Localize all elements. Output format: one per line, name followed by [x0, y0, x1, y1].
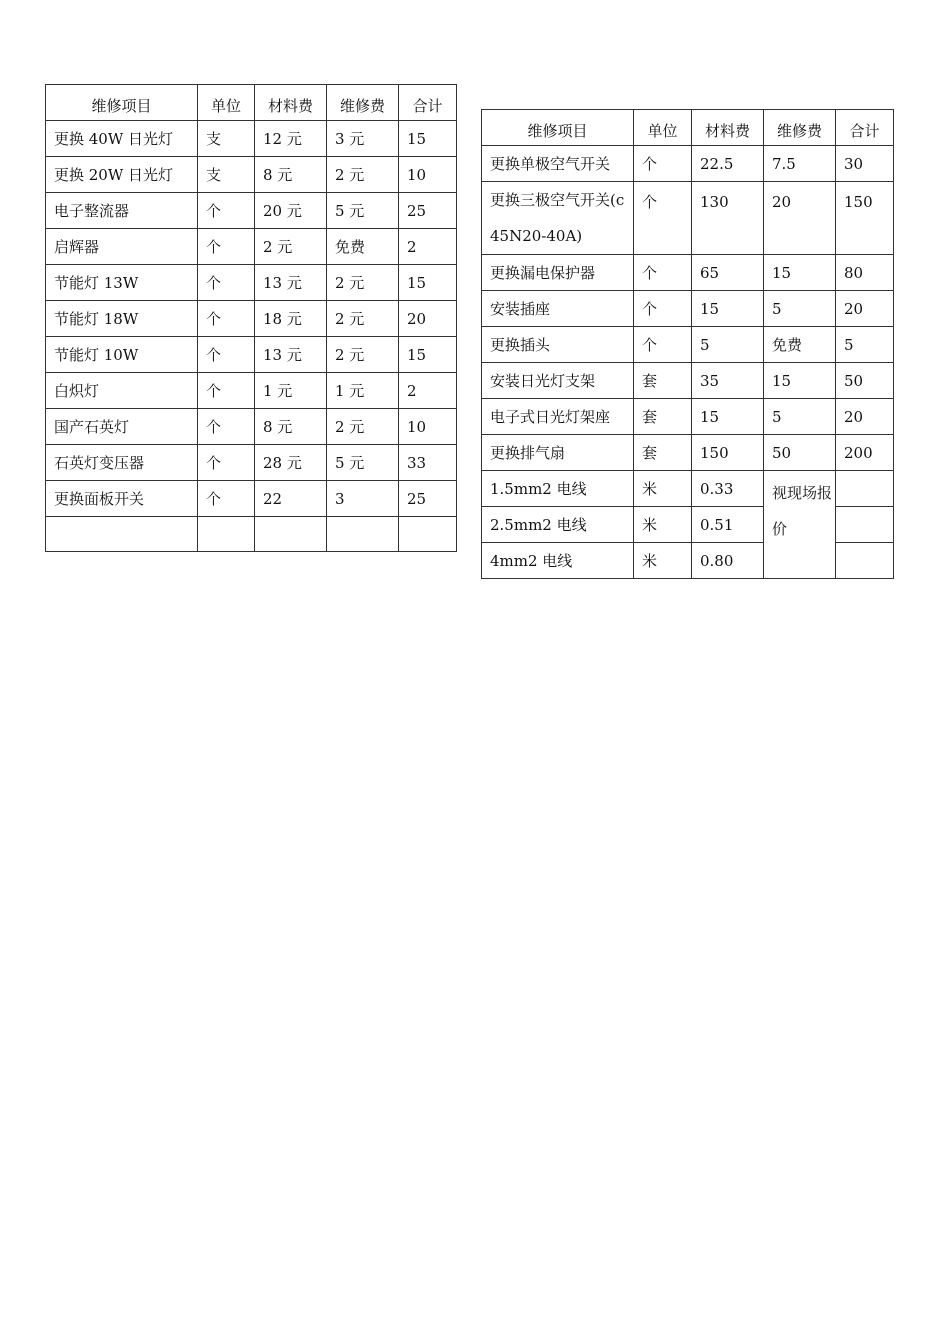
cell-repair-cost: 免费 [764, 327, 836, 363]
cell-total: 30 [836, 146, 894, 182]
cell-item: 4mm2 电线 [482, 543, 634, 579]
cell-item: 国产石英灯 [46, 409, 198, 445]
cell-item: 2.5mm2 电线 [482, 507, 634, 543]
cell-total: 15 [399, 265, 457, 301]
cell-empty [255, 517, 327, 552]
cell-item: 更换插头 [482, 327, 634, 363]
cell-item: 节能灯 13W [46, 265, 198, 301]
cell-repair-cost: 5 元 [327, 193, 399, 229]
table-header-row [46, 85, 457, 121]
header-repair-cost: 维修费 [764, 110, 836, 146]
cell-material-cost: 12 元 [255, 121, 327, 157]
cell-repair-cost: 2 元 [327, 301, 399, 337]
table-row [482, 327, 894, 363]
table-row [482, 146, 894, 182]
table-row [46, 301, 457, 337]
table-row [46, 337, 457, 373]
repair-price-table-right [481, 109, 894, 579]
cell-total: 80 [836, 255, 894, 291]
table-header-row [482, 110, 894, 146]
cell-repair-cost: 1 元 [327, 373, 399, 409]
table-row [46, 157, 457, 193]
table-row [46, 265, 457, 301]
cell-item: 更换三极空气开关(c45N20-40A) [482, 182, 634, 255]
table-row [482, 182, 894, 255]
cell-total: 20 [836, 291, 894, 327]
cell-unit: 个 [198, 193, 255, 229]
cell-item: 石英灯变压器 [46, 445, 198, 481]
cell-item: 更换 20W 日光灯 [46, 157, 198, 193]
cell-total: 10 [399, 409, 457, 445]
cell-empty [399, 517, 457, 552]
cell-repair-cost: 50 [764, 435, 836, 471]
cell-item: 1.5mm2 电线 [482, 471, 634, 507]
cell-empty [198, 517, 255, 552]
cell-total: 33 [399, 445, 457, 481]
cell-material-cost: 130 [692, 182, 764, 255]
cell-repair-cost: 3 元 [327, 121, 399, 157]
cell-material-cost: 8 元 [255, 157, 327, 193]
cell-item: 更换排气扇 [482, 435, 634, 471]
cell-item: 电子式日光灯架座 [482, 399, 634, 435]
cell-total [836, 507, 894, 543]
cell-material-cost: 2 元 [255, 229, 327, 265]
cell-material-cost: 0.80 [692, 543, 764, 579]
table-row-empty [46, 517, 457, 552]
header-material-cost: 材料费 [255, 85, 327, 121]
cell-unit: 个 [198, 445, 255, 481]
cell-total: 15 [399, 337, 457, 373]
header-unit: 单位 [198, 85, 255, 121]
cell-total [836, 543, 894, 579]
cell-total: 2 [399, 373, 457, 409]
cell-total [836, 471, 894, 507]
cell-material-cost: 20 元 [255, 193, 327, 229]
cell-repair-cost-onsite-quote: 视现场报价 [764, 471, 836, 579]
cell-item: 更换面板开关 [46, 481, 198, 517]
cell-material-cost: 65 [692, 255, 764, 291]
repair-price-table-left [45, 84, 457, 552]
cell-repair-cost: 15 [764, 255, 836, 291]
cell-item: 电子整流器 [46, 193, 198, 229]
cell-total: 15 [399, 121, 457, 157]
cell-item: 白炽灯 [46, 373, 198, 409]
cell-material-cost: 22.5 [692, 146, 764, 182]
cell-unit: 套 [634, 399, 692, 435]
cell-repair-cost: 2 元 [327, 409, 399, 445]
cell-repair-cost: 2 元 [327, 265, 399, 301]
cell-material-cost: 35 [692, 363, 764, 399]
cell-unit: 套 [634, 435, 692, 471]
cell-unit: 个 [198, 301, 255, 337]
cell-item: 启辉器 [46, 229, 198, 265]
table-row [46, 445, 457, 481]
cell-repair-cost: 免费 [327, 229, 399, 265]
cell-total: 10 [399, 157, 457, 193]
header-total: 合计 [836, 110, 894, 146]
cell-unit: 个 [634, 255, 692, 291]
cell-total: 2 [399, 229, 457, 265]
cell-item: 更换漏电保护器 [482, 255, 634, 291]
header-material-cost: 材料费 [692, 110, 764, 146]
cell-unit: 支 [198, 157, 255, 193]
table-row [482, 255, 894, 291]
cell-unit: 个 [198, 373, 255, 409]
cell-material-cost: 8 元 [255, 409, 327, 445]
table-row [482, 363, 894, 399]
cell-item: 节能灯 18W [46, 301, 198, 337]
cell-repair-cost: 15 [764, 363, 836, 399]
table-row [46, 409, 457, 445]
cell-unit: 米 [634, 507, 692, 543]
header-item: 维修项目 [46, 85, 198, 121]
cell-empty [327, 517, 399, 552]
cell-material-cost: 13 元 [255, 265, 327, 301]
table-row [482, 435, 894, 471]
cell-material-cost: 22 [255, 481, 327, 517]
cell-repair-cost: 5 [764, 291, 836, 327]
cell-item: 安装插座 [482, 291, 634, 327]
cell-total: 25 [399, 481, 457, 517]
cell-material-cost: 15 [692, 291, 764, 327]
cell-total: 150 [836, 182, 894, 255]
cell-unit: 个 [198, 265, 255, 301]
cell-unit: 个 [634, 146, 692, 182]
table-row [46, 481, 457, 517]
cell-unit: 米 [634, 543, 692, 579]
cell-item: 节能灯 10W [46, 337, 198, 373]
cell-unit: 个 [198, 337, 255, 373]
cell-total: 5 [836, 327, 894, 363]
header-item: 维修项目 [482, 110, 634, 146]
cell-material-cost: 15 [692, 399, 764, 435]
cell-material-cost: 150 [692, 435, 764, 471]
cell-material-cost: 0.33 [692, 471, 764, 507]
cell-material-cost: 18 元 [255, 301, 327, 337]
cell-total: 20 [836, 399, 894, 435]
table-row [482, 291, 894, 327]
cell-total: 50 [836, 363, 894, 399]
cell-unit: 个 [198, 409, 255, 445]
header-unit: 单位 [634, 110, 692, 146]
cell-repair-cost: 2 元 [327, 157, 399, 193]
cell-total: 25 [399, 193, 457, 229]
cell-repair-cost: 3 [327, 481, 399, 517]
cell-repair-cost: 2 元 [327, 337, 399, 373]
cell-unit: 个 [634, 327, 692, 363]
cell-material-cost: 5 [692, 327, 764, 363]
cell-item: 更换 40W 日光灯 [46, 121, 198, 157]
table-row [46, 373, 457, 409]
cell-material-cost: 28 元 [255, 445, 327, 481]
table-row [46, 229, 457, 265]
cell-unit: 个 [634, 291, 692, 327]
table-row [46, 193, 457, 229]
cell-item: 更换单极空气开关 [482, 146, 634, 182]
table-row [482, 471, 894, 507]
cell-unit: 支 [198, 121, 255, 157]
cell-unit: 个 [634, 182, 692, 255]
cell-total: 20 [399, 301, 457, 337]
header-total: 合计 [399, 85, 457, 121]
cell-unit: 套 [634, 363, 692, 399]
cell-repair-cost: 5 [764, 399, 836, 435]
cell-repair-cost: 20 [764, 182, 836, 255]
cell-empty [46, 517, 198, 552]
cell-unit: 个 [198, 481, 255, 517]
cell-material-cost: 1 元 [255, 373, 327, 409]
cell-unit: 个 [198, 229, 255, 265]
cell-repair-cost: 7.5 [764, 146, 836, 182]
cell-material-cost: 13 元 [255, 337, 327, 373]
table-row [482, 399, 894, 435]
cell-unit: 米 [634, 471, 692, 507]
cell-repair-cost: 5 元 [327, 445, 399, 481]
cell-material-cost: 0.51 [692, 507, 764, 543]
table-row [46, 121, 457, 157]
cell-total: 200 [836, 435, 894, 471]
cell-item: 安装日光灯支架 [482, 363, 634, 399]
header-repair-cost: 维修费 [327, 85, 399, 121]
